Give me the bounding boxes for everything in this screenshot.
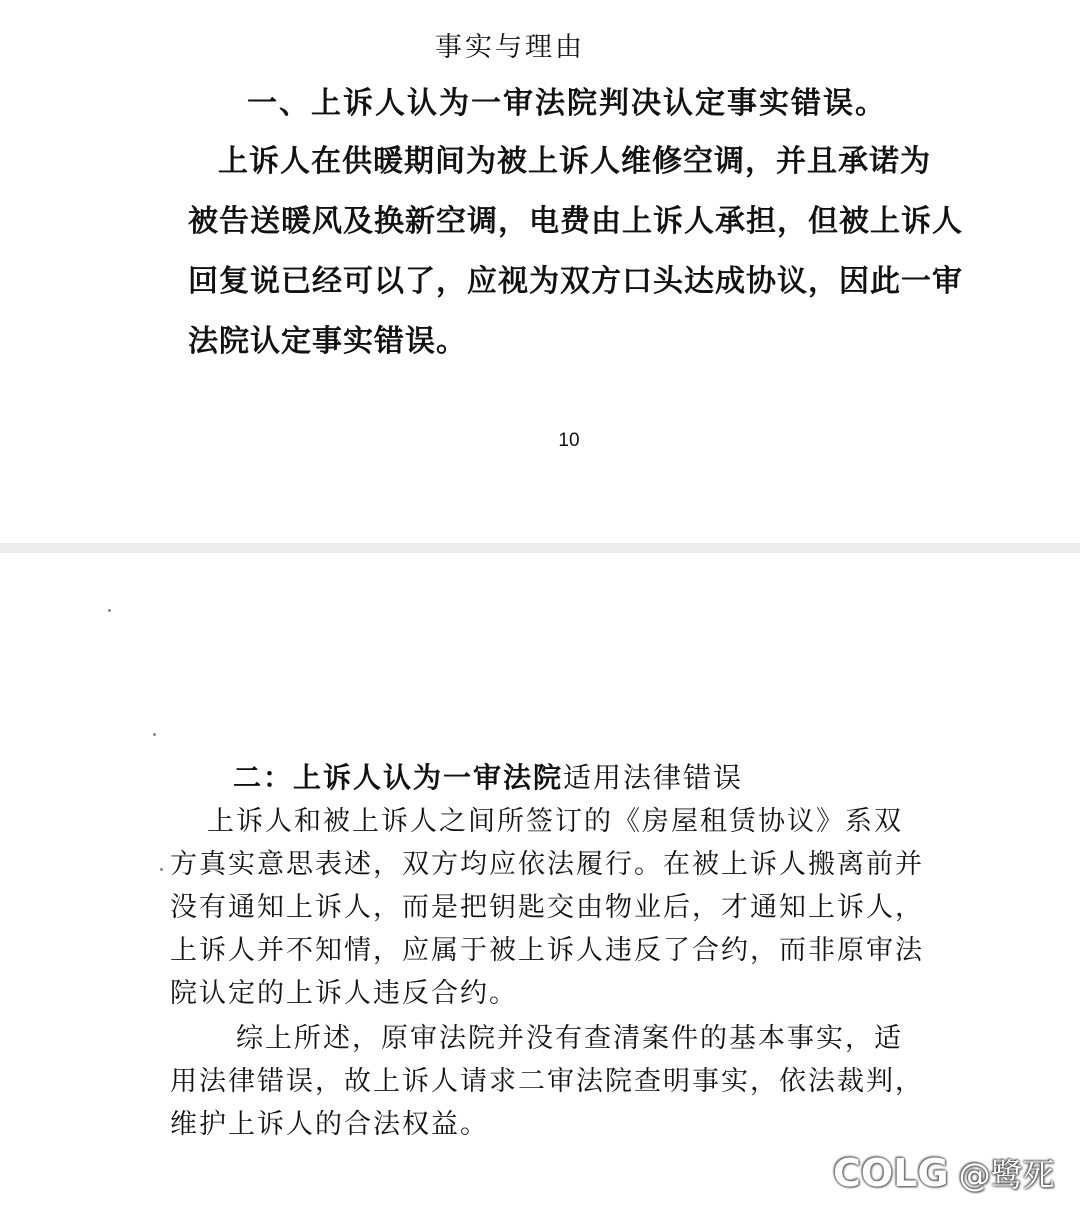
scan-speck bbox=[160, 868, 163, 871]
scan-speck bbox=[108, 609, 111, 612]
paragraph-line: 回复说已经可以了，应视为双方口头达成协议，因此一审 bbox=[188, 264, 963, 299]
paragraph-line: 法院认定事实错误。 bbox=[188, 324, 467, 359]
point-two-heading bbox=[233, 758, 743, 798]
section-title: 事实与理由 bbox=[435, 32, 585, 63]
page-number: 10 bbox=[558, 430, 580, 451]
paragraph-line: 上诉人在供暖期间为被上诉人维修空调，并且承诺为 bbox=[218, 144, 931, 179]
paragraph-line: 用法律错误，故上诉人请求二审法院查明事实，依法裁判， bbox=[170, 1066, 924, 1097]
point-two-heading-rest: 适用法律错误 bbox=[563, 761, 744, 794]
conclusion-paragraph bbox=[170, 1017, 950, 1146]
page-divider bbox=[0, 543, 1080, 553]
paragraph-line: 没有通知上诉人，而是把钥匙交由物业后，才通知上诉人， bbox=[170, 892, 924, 923]
colg-logo: COLG bbox=[833, 1151, 949, 1195]
watermark-username: @鹭死 bbox=[958, 1156, 1055, 1194]
point-two-paragraph bbox=[170, 800, 950, 1015]
paragraph-line: 方真实意思表述，双方均应依法履行。在被上诉人搬离前并 bbox=[170, 849, 924, 880]
paragraph-line: 被告送暖风及换新空调，电费由上诉人承担，但被上诉人 bbox=[188, 204, 963, 239]
point-one-paragraph bbox=[188, 132, 963, 372]
watermark bbox=[833, 1146, 1055, 1200]
scan-speck bbox=[153, 733, 156, 736]
paragraph-line: 上诉人并不知情，应属于被上诉人违反了合约，而非原审法 bbox=[170, 935, 924, 966]
paragraph-line: 综上所述，原审法院并没有查清案件的基本事实，适 bbox=[236, 1023, 903, 1054]
document-page-2 bbox=[0, 553, 1080, 1215]
point-one-heading: 一、上诉人认为一审法院判决认定事实错误。 bbox=[247, 86, 887, 121]
paragraph-line: 维护上诉人的合法权益。 bbox=[170, 1109, 489, 1140]
paragraph-line: 上诉人和被上诉人之间所签订的《房屋租赁协议》系双 bbox=[207, 806, 903, 837]
paragraph-line: 院认定的上诉人违反合约。 bbox=[170, 978, 518, 1009]
point-two-heading-bold: 二：上诉人认为一审法院 bbox=[233, 761, 564, 794]
document-page-1 bbox=[0, 0, 1080, 543]
